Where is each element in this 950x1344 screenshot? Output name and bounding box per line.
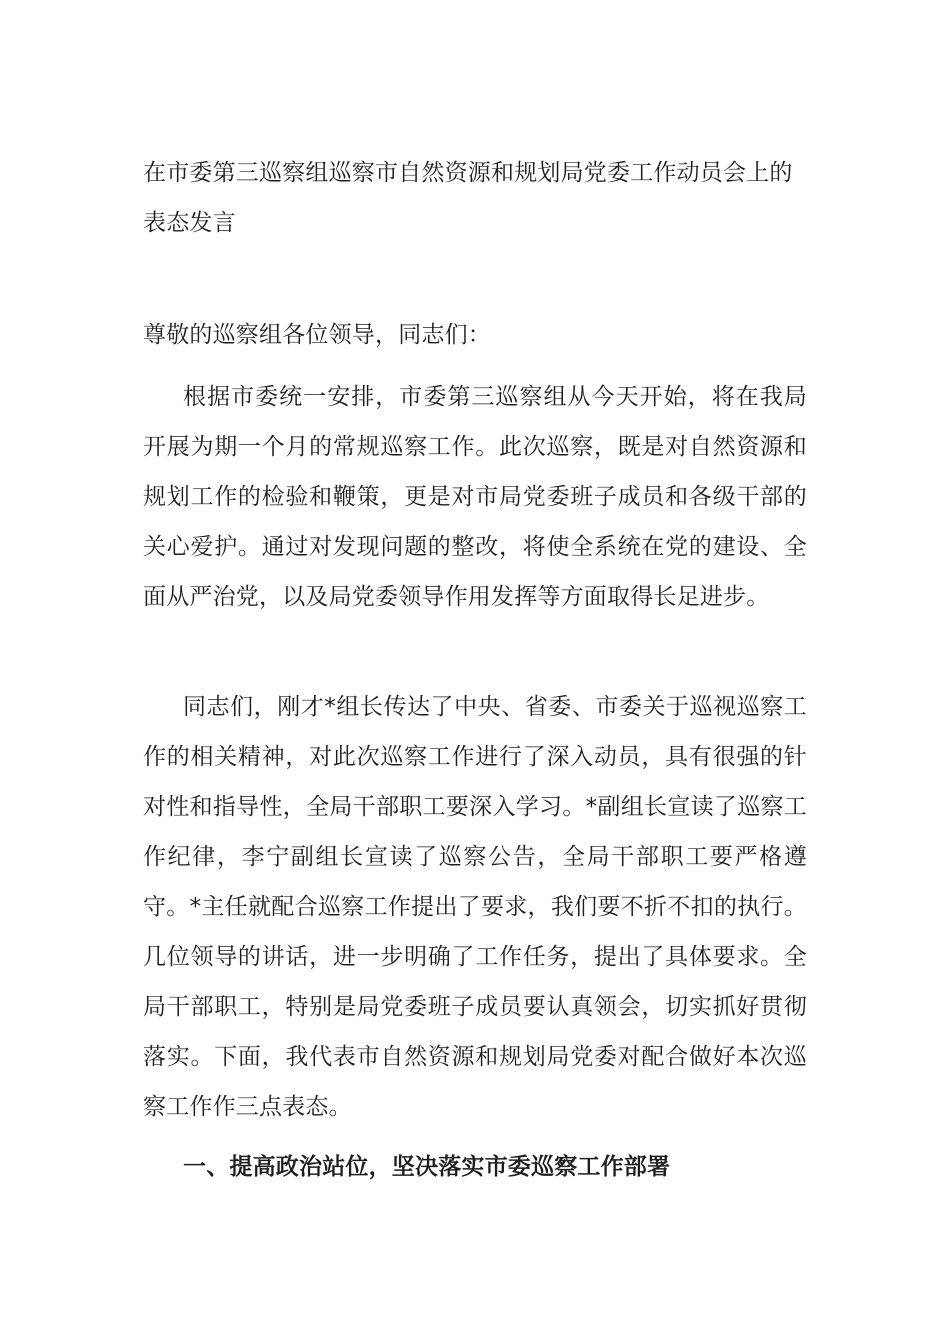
paragraph-1: 根据市委统一安排，市委第三巡察组从今天开始，将在我局开展为期一个月的常规巡察工作。此次巡察，既是对自然资源和规划工作的检验和鞭策，更是对市局党委班子成员和各级干部的关心爱护。通过对发现问题的整改，将使全系统在党的建设、全面从严治党，以及局党委领导作用发挥等方面取得长足进步。 [143, 384, 807, 610]
document-title: 在市委第三巡察组巡察市自然资源和规划局党委工作动员会上的表态发言 [143, 160, 793, 236]
paragraph-2: 同志们，刚才*组长传达了中央、省委、市委关于巡视巡察工作的相关精神，对此次巡察工作进行了深入动员，具有很强的针对性和指导性，全局干部职工要深入学习。*副组长宣读了巡察工作纪律，李宁副组长宣读了巡察公告，全局干部职工要严格遵守。*主任就配合巡察工作提出了要求，我们要不折不扣的执行。几位领导的讲话，进一步明确了工作任务，提出了具体要求。全局干部职工，特别是局党委班子成员要认真领会，切实抓好贯彻落实。下面，我代表市自然资源和规划局党委对配合做好本次巡察工作作三点表态。 [143, 694, 807, 1120]
section-heading: 一、提高政治站位，坚决落实市委巡察工作部署 [183, 1154, 671, 1180]
salutation: 尊敬的巡察组各位领导，同志们： [143, 322, 491, 348]
